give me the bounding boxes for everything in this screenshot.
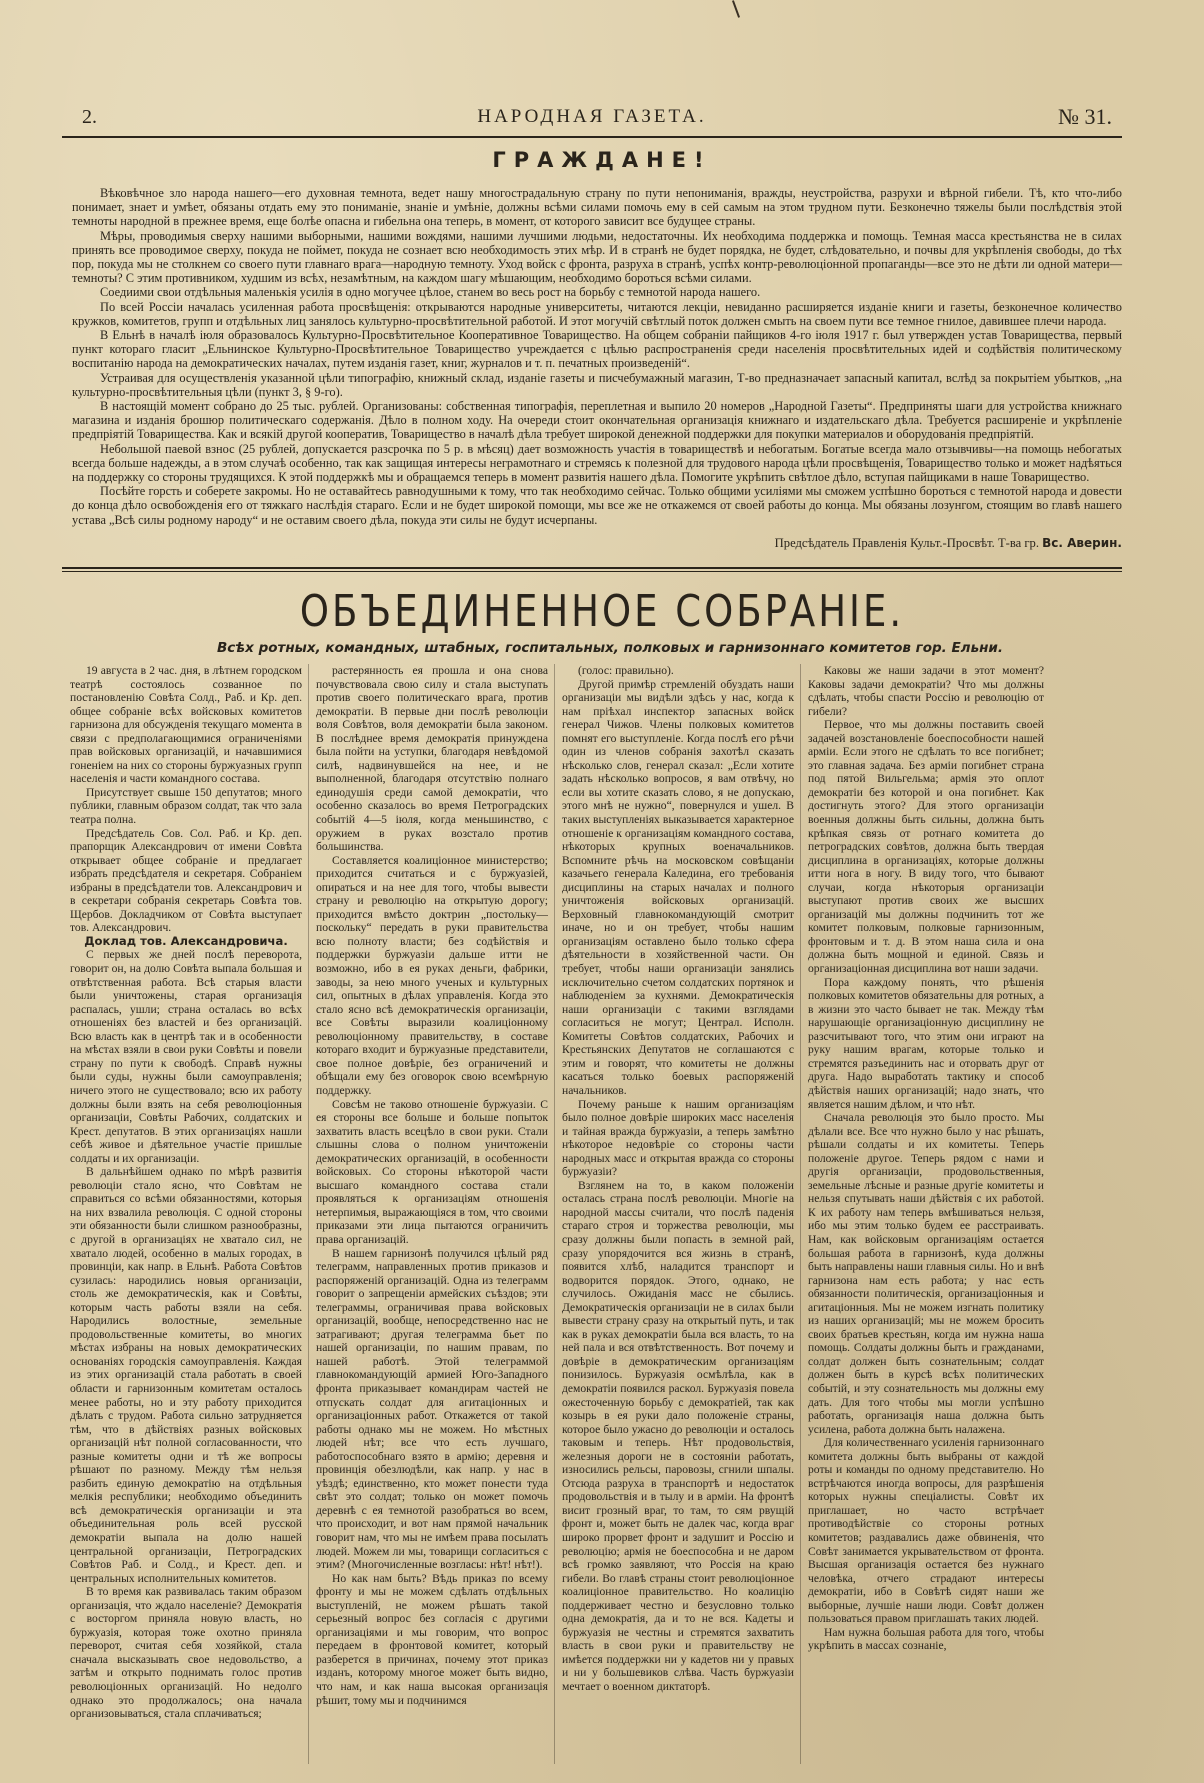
article-paragraph: С первых же дней послѣ переворота, говорит он, на долю Совѣта выпала большая и отвѣтственная работа. Всѣ старыя власти были уничтожены, старая организація распалась, ушли; страна осталась во всѣх отношеніях без властей и без организацій. Всю власть как в центрѣ так и в особенности на мѣстах взяли в свои руки Совѣты и повели страну по пути к свободѣ. Справѣ нужны были суды, нужны были самоуправленія; ничего этого не существовало; всю их работу должны были взять на себя революціонныя организаціи, Совѣты Рабочих, солдатских и Крест. депутатов. В этих организаціях нашли себѣ живое и дѣятельное участіе пришлые солдаты и их организаціи. (70, 948, 302, 1165)
article-subtitle: Всѣх ротных, командных, штабных, госпитальных, полковых и гарнизоннаго комитетов гор. Ельни. (216, 640, 1004, 656)
appeal-paragraph: Посѣйте горсть и соберете закромы. Но не оставайтесь равнодушными к тому, что так необходимо сейчас. Только общими усиліями мы сможем успѣшно бороться с темнотой народа и довести до конца дѣло освобожденія его от тяжкаго наслѣдія стараго. Если и не будет широкой помощи, мы все же не откажемся от своей работы до конца. Мы обязаны лозунгом, стоящим во главѣ нашего устава „Всѣ силы родному народу“ и не оставим своего дѣла, покуда эти силы не будут исчерпаны. (72, 484, 1122, 527)
article-paragraph: Другой примѣр стремленій обуздать наши организаціи мы видѣли здѣсь у нас, когда к нам пріѣхал инспектор запасных войск генерал Чижов. Члены полковых комитетов помнят его выступленіе. Когда послѣ его рѣчи один из членов собранія захотѣл сказать нѣсколько слов, генерал сказал: „Если хотите задать нѣсколько вопросов, я вам отвѣчу, но если вы хотите сказать слово, я не допускаю, этого мнѣ не нужно“, повернулся и ушел. В таких выступленіях выказывается характерное отношеніе к организаціям командного состава, нѣкоторых крупных военачальников. Вспомните рѣчь на московском совѣщаніи казачьего генерала Каледина, его требованія дисциплины на старых началах и полного уничтоженія войсковых организацій. Верховный главнокомандующій смотрит иначе, но и он требует, чтобы нашим организаціям оставлено было только сфера дѣятельности в хозяйственной части. Он требует, чтобы наши организаціи занялись исключительно счетом солдатских портянок и наблюденіем за кухнями. Демократическія наши организаціи с такими взглядами согласиться не могут; Централ. Исполн. Комитеты Совѣтов солдатских, Рабочих и Крестьянских Депутатов не соглашаются с этим и говорят, что комитеты не должны касаться только боевых распоряженій начальников. (562, 677, 794, 1097)
article-paragraph: (голос: правильно). (578, 664, 674, 677)
article-paragraph: Первое, что мы должны поставить своей задачей возстановленіе боеспособности нашей арміи. Если этого не сдѣлать то все погибнет; это главная задача. Без арміи погибнет страна под пятой Вильгельма; армія это оплот демократіи без которой и она погибнет. Как достигнуть этого? Для этого организаціи военныя должны быть сильны, должна быть крѣпкая связь от ротнаго комитета до петроградских совѣтов, должна быть твердая дисциплина в организаціях, которые должны итти нога в ногу. В виду того, что бывают случаи, когда нѣкоторыя организаціи выступают против своих же высших организацій мы должны подчинить тот же комитет полковым, полковые гарнизонным, фронтовым и т. д. В этом наша сила и она должна быть мощной и единой. Связь и организаціонная дисциплина вот наши задачи. (808, 718, 1044, 976)
masthead-rule (62, 136, 1122, 138)
article-paragraph: Присутствует свыше 150 депутатов; много публики, главным образом солдат, так что зала театра полна. (70, 785, 302, 827)
signature-name: Вс. Аверин. (1042, 536, 1122, 550)
masthead (62, 104, 1122, 136)
article-paragraph: Но как нам быть? Вѣдь приказ по всему фронту и мы не можем сдѣлать отдѣльных выступленій, не можем рѣшать такой серьезный вопрос без согласія с другими организаціями и мы говорим, что вопрос передаем в фронтовой комитет, который разберется в причинах, почему этот приказ изданъ, которому многое может быть видно, что нам, и как наша высокая организація рѣшит, тому мы и подчинимся (316, 1571, 548, 1707)
article-paragraph: Сначала революція это было просто. Мы дѣлали все. Все что нужно было у нас рѣшать, рѣшали солдаты и их комитеты. Теперь положеніе другое. Теперь рядом с нами и другія организаціи, продовольственныя, земельные лѣсные и разные другіе комитеты и нельзя спутывать наши дѣйствія с их работой. К их работу нам теперь вмѣшиваться нельзя, ибо мы этим только будем ее расстраивать. Нам, как войсковым организаціям остается большая работа в гарнизонѣ, куда должны быть направлены наши главныя силы. Но и внѣ гарнизона нам есть работа; у нас есть обязанности политическія, организаціонныя и агитаціонныя. Мы не можем изгнать политику из наших организацій; мы не можем бросить своих братьев крестьян, когда им нужна наша помощь. Солдаты должны быть и гражданами, солдат должен быть сознательным; солдат должен быть в курсѣ всѣх политических событій, и эту сознательность мы должны ему дать. Для того чтобы мы могли успѣшно работать, организація наша должна быть усилена, работа должна быть налажена. (808, 1111, 1044, 1436)
article-paragraph: 19 августа в 2 час. дня, в лѣтнем городском театрѣ состоялось созванное по постановленію Совѣта Солд., Раб. и Кр. деп. общее собраніе всѣх войсковых комитетов гарнизона для обсужденія текущаго момента в связи с предполагающимися ограниченіями прав войсковых организацій, и начавшимися гоненіем на них со стороны буржуазных групп населенія и части командного состава. (70, 664, 302, 786)
appeal-paragraph: В настоящій момент собрано до 25 тыс. рублей. Организованы: собственная типографія, переплетная и выпило 20 номеров „Народной Газеты“. Предприняты шаги для устройства книжнаго магазина и изданія брошюр политическаго содержанія. Дѣло в полном ходу. На очереди стоит окончательная организація книжнаго и издательскаго дѣла. Требуется расширеніе и укрѣпленіе предпріятій Товарищества. Как и всякій другой кооператив, Товарищество в началѣ дѣла требует широкой денежной поддержки для покупки материалов и оборудованія предпріятій. (72, 399, 1122, 442)
appeal-paragraph: Соедиими свои отдѣльныя маленькія усилія в одно могучее цѣлое, станем во весь рост на борьбу с темнотой народа нашего. (100, 285, 761, 300)
report-subheading: Доклад тов. Александровича. (84, 933, 288, 948)
appeal-paragraph: Мѣры, проводимыя сверху нашими выборными, нашими вождями, нашими лучшими людьми, недостаточны. Их необходима поддержка и помощь. Темная масса крестьянства не в силах принять все проводимое сверху, покуда не поймет, покуда не сознает всю необходимость этих мѣр. И в странѣ не будет порядка, не будет, слѣдовательно, и почвы для укрѣпленія свободы, до тѣх пор, покуда мы не столкнем со своего пути главнаго врага—народную темноту. Уход войск с фронта, разруха в странѣ, успѣх контр-революціонной пропаганды—все это не дѣти ли одной матери—темноты? С этим противником, худшим из всѣх, незамѣтным, на каждом шагу мѣшающим, необходимо бороться всѣми силами. (72, 228, 1122, 286)
appeal-paragraph: Устраивая для осуществленія указанной цѣли типографію, книжный склад, изданіе газеты и писчебумажный магазин, Т-во предназначает запасный капитал, вслѣд за покрытіем убытков, „на культурно-просвѣтительныя цѣли (пункт 3, § 9-го). (72, 370, 1122, 399)
column-divider (800, 664, 801, 1764)
article-paragraph: Каковы же наши задачи в этот момент? Каковы задачи демократіи? Что мы должны сдѣлать, чтобы спасти Россію и революцію от гибели? (808, 664, 1044, 718)
column-divider (308, 664, 309, 1764)
appeal-paragraph: Небольшой паевой взнос (25 рублей, допускается разсрочка по 5 р. в мѣсяц) дает возможность участія в товариществѣ и небогатым. Богатые всегда мало отзывчивы—на помощь небогатых всегда больше надежды, а в этом случаѣ особенно, так как защищая интересы неграмотнаго и стремясь к полезной для трудового народа цѣли просвѣщенія, Товарищество только и может надѣяться на поддержку со стороны трудящихся. К этой поддержкѣ мы и обращаемся теперь в момент развитія нашего дѣла. Помогите укрѣпить свѣтлое дѣло, вступая пайщиками в наше Товарищество. (72, 441, 1122, 485)
article-column-4 (808, 664, 1044, 1764)
appeal-paragraph: В Ельнѣ в началѣ іюля образовалось Культурно-Просвѣтительное Кооперативное Товарищество. На общем собраніи пайщиков 4-го іюля 1917 г. был утвержден устав Товарищества, первый пункт котораго гласит „Ельнинское Культурно-Просвѣтительное Товарищество учреждается с цѣлью распространенія среди населенія просвѣтительных идей и содѣйствія политическому воспитанію народа на демократических началах, путем изданія газет, книг, журналов и т. п. печатных произведеній“. (72, 328, 1122, 371)
article-column-2 (316, 664, 548, 1764)
article-paragraph: Составляется коалиціонное министерство; приходится считаться и с буржуазіей, опираться и на нее для того, чтобы вывести страну и революцію на открытую дорогу; приходится вмѣсто доктрин „постольку—поскольку“ передать в руки правительства всю полноту власти; без содѣйствія и поддержки буржуазіи дальше итти не возможно, ибо в ея руках деньги, фабрики, заводы, за нею много ученых и культурных сил, опытных в дѣлах управленія. Когда это стало ясно всѣ демократическія организаціи, все Совѣты выразили коалиціонному революціонному правительству, в составе котораго входит и буржуазные представители, свое полное довѣріе, без ограничений и обѣщали ему без оговорок свою всемѣрную поддержку. (316, 853, 548, 1097)
article-paragraph: В то время как развивалась таким образом организація, что ждало населеніе? Демократія с восторгом приняла новую власть, но буржуазія, которая тоже охотно приняла переворот, считая себя хозяйкой, стала сначала высказывать свое недовольство, а затѣм и открыто поднимать голос против революціонных организацій. Но недолго однако это продолжалось; она начала организовываться, стала сплачиваться; (70, 1585, 302, 1721)
article-paragraph: Почему раньше к нашим организаціям было полное довѣріе широких масс населенія и тайная вражда буржуазіи, а теперь замѣтно нѣкоторое недовѣріе со стороны части народных масс и открытая вражда со стороны буржуазіи? (562, 1097, 794, 1179)
signature-prefix: Предсѣдатель Правленія Культ.-Просвѣт. Т-ва гр. (774, 536, 1039, 550)
page-number: 2. (82, 106, 97, 128)
column-divider (554, 664, 555, 1764)
article-column-3 (562, 664, 794, 1764)
appeal-text (72, 186, 1122, 527)
newspaper-title: НАРОДНАЯ ГАЗЕТА. (477, 106, 707, 127)
article-paragraph: В дальнѣйшем однако по мѣрѣ развитія революціи стало ясно, что Совѣтам не справиться со всѣми обязанностями, которыя на них взвалила революція. С одной стороны эти обязанности были слишком разнообразны, с другой в организаціях не хватало сил, не хватало людей, особенно в малых городах, в провинціи, как напр. в Ельнѣ. Работа Совѣтов сузилась: народились новыя организаціи, столь же демократическія, как и Совѣты, которым часть работы взяли на себя. Народились волостные, земельные продовольственные комитеты, во многих мѣстах избраны на новых демократических основаніях городскія самоуправленія. Каждая из этих организацій стала работать в своей области и гарнизонным комитетам осталось менее работы, но и эту работу приходится дѣлать с трудом. Работа сильно затрудняется тѣм, что в дѣйствіях разных войсковых организацій нѣт полной согласованности, что разные комитеты одни и тѣ же вопросы рѣшают по разному. Между тѣм нельзя разбить единую демократію на отдѣльныя мелкія республики; необходимо объединить всѣ демократическія организаціи и эта объединительная роль всей русской демократіи выпала на долю нашей центральной организаціи, Петроградских Совѣтов Раб. и Солд., и Крест. деп. и центральных исполнительных комитетов. (70, 1165, 302, 1585)
paper-fold-mark (732, 0, 740, 18)
article-paragraph: В нашем гарнизонѣ получился цѣлый ряд телеграмм, направленных против приказов и распоряженій организацій. Одна из телеграмм говорит о запрещеніи армейских съѣздов; эти телеграммы, ограничивая права войсковых организацій, вообще, непосредственно нас не затрагивают; другая телеграмма бьет по нашей организаціи, по нашим правам, по нашей работѣ. Этой телеграммой главнокомандующій армией Юго-Западного фронта приказывает командирам частей не отпускать солдат для агитаціонных и организаціонных работ. Откажется от такой работы однако мы не можем. Но мѣстных людей нѣт; все что есть лучшаго, работоспособнаго взято в армію; деревня и провинція обезлюдѣли, как напр. у нас в уѣздѣ; единственно, кто может понести туда свѣт это солдат; только он может помочь деревнѣ с ея темнотой разобраться во всем, что происходит, и вот нам прямой начальник говорит нам, что мы не имѣем права посылать людей. Можем ли мы, товарищи согласиться с этим? (Многочисленные возгласы: нѣт! нѣт!). (316, 1246, 548, 1572)
appeal-paragraph: По всей Россіи началась усиленная работа просвѣщенія: открываются народные университеты, читаются лекціи, невиданно расширяется изданіе книги и газеты, безконечное количество кружков, комитетов, групп и отдѣльных лиц занялось культурно-просвѣтительной работой. И этот могучій свѣтлый поток должен смыть на своем пути все темное гнилое, давившее плечи народа. (72, 299, 1122, 328)
section-rule-top (62, 567, 1122, 569)
article-title: ОБЪЕДИНЕННОЕ СОБРАНІЕ. (299, 586, 905, 637)
article-paragraph: Предсѣдатель Сов. Сол. Раб. и Кр. деп. прапорщик Александрович от имени Совѣта открывает общее собраніе и предлагает избрать предсѣдателя и секретаря. Собраніем избраны в предсѣдатели тов. Александрович и в секретари собранія секретарь Совѣта тов. Щербов. Докладчиком от Совѣта выступает тов. Александрович. (70, 826, 302, 935)
appeal-paragraph: Вѣковѣчное зло народа нашего—его духовная темнота, ведет нашу многострадальную страну по пути непониманія, вражды, неустройства, разрухи и вѣрной гибели. Тѣ, кто что-либо понимает, знает и умѣет, обязаны отдать ему это пониманіе, знаніе и умѣніе, должны всѣми силами помочь ему в сей самым на этом трудном пути. Безконечно тяжелы были послѣдствія этой темноты народной в прежнее время, еще болѣе опасна и гибельна она теперь, в момент, от которого зависит все будущее страны. (72, 186, 1122, 229)
article-paragraph: Взглянем на то, в каком положеніи осталась страна послѣ революціи. Многіе на народной массы считали, что послѣ паденія стараго строя и торжества революціи, мы сразу должны были попасть в земной рай, сразу упорядочится вся жизнь в странѣ, появится хлѣб, наладится транспорт и водворится порядок. Этого, однако, не случилось. Ожиданія масс не сбылись. Демократическія организаціи не в силах были вывести страну сразу на открытый путь, и так как в руках демократіи была вся власть, то на ней пала и вся отвѣтственность. Вот почему и довѣріе в демократическим организаціям понизилось. Буржуазія осмѣлѣла, как в демократіи появился раскол. Буржуазія повела ожесточенную борьбу с демократіей, так как козырь в ея руки дало положеніе страны, которое было ужасно до революціи и осталось таковым и теперь. Нѣт продовольствія, железныя дороги не в состояніи работать, износились рельсы, паровозы, сгнили шпалы. Отсюда разруха в транспортѣ и недостаток продовольствія и в тылу и в арміи. На фронтѣ висит грозный враг, то там, то сям рвущій фронт и, может быть не далек час, когда враг широко прорвет фронт и задушит и Россію и революцію; армія не боеспособна и не даром всѣ громко заявляют, что Россія на краю гибели. Во главѣ страны стоит революціонное коалиціонное правительство. Но коалицію поддерживает честно и безусловно только одна демократія, да и то не вся. Кадеты и буржуазія не честны и стремятся захватить власть в свои руки и правительству не имѣется поддержки ни у кадетов ни у правых и ни у большевиков слѣва. Часть буржуазіи мечтает о военном диктаторѣ. (562, 1178, 794, 1694)
appeal-heading: ГРАЖДАНЕ! (492, 148, 712, 172)
article-paragraph: Совсѣм не таково отношеніе буржуазіи. С ея стороны все больше и больше попыток захватить власть всецѣло в свои руки. Стали слышны слова о полном уничтоженіи демократических организацій, в особенности войсковых. Со стороны нѣкоторой части высшаго командного состава стали проявляться к организаціям отношенія нетерпимыя, выражающіяся в том, что своими приказами эти лица пытаются ограничить права организацій. (316, 1097, 548, 1246)
article-paragraph: растерянность ея прошла и она снова почувствовала свою силу и стала выступать против своего политическаго врага, против демократіи. В первые дни послѣ революціи воля Совѣтов, воля демократіи была законом. В послѣднее время демократія принуждена была пойти на уступки, благодаря невѣдомой силѣ, надвинувшейся на нее, и не выполненной, благодаря отсутствію полнаго единодушія среди самой демократіи, что особенно сказалось во время Петроградских событій 4—5 іюля, когда меньшинство, с оружием в руках возстало против большинства. (316, 664, 548, 854)
article-paragraph: Нам нужна большая работа для того, чтобы укрѣпить в массах сознаніе, (808, 1625, 1044, 1653)
article-paragraph: Для количественнаго усиленія гарнизоннаго комитета должны быть выбраны от каждой роты и команды по одному представителю. Но встрѣчаются иногда вопросы, для разрѣшенія которых нужны спеціалисты. Совѣт их приглашает, но часто встрѣчает противодѣйствіе со стороны ротных комитетов; раздавались даже обвиненія, что Совѣт занимается укрывательством от фронта. Высшая организація остается без нужнаго человѣка, отчего страдают интересы демократіи, ибо в Совѣтѣ сидят наши же выборные, лучшіе наши люди. Совѣт должен пользоваться правом приглашать таких людей. (808, 1436, 1044, 1626)
appeal-signature (775, 536, 1122, 551)
article-paragraph: Пора каждому понять, что рѣшенія полковых комитетов обязательны для ротных, а в жизни это часто бывает не так. Между тѣм нарушающіе организаціонную дисциплину не разсчитывают того, что этим они играют на руку нашим врагам, которые только и стремятся разъединить нас и оторвать друг от друга. Надо выработать тактику и способ дѣйствія наших организацій; надо знать, что является нашим дѣлом, и что нѣт. (808, 975, 1044, 1111)
section-rule-bottom (62, 571, 1122, 572)
article-column-1 (70, 664, 302, 1764)
issue-number: № 31. (1058, 104, 1112, 129)
